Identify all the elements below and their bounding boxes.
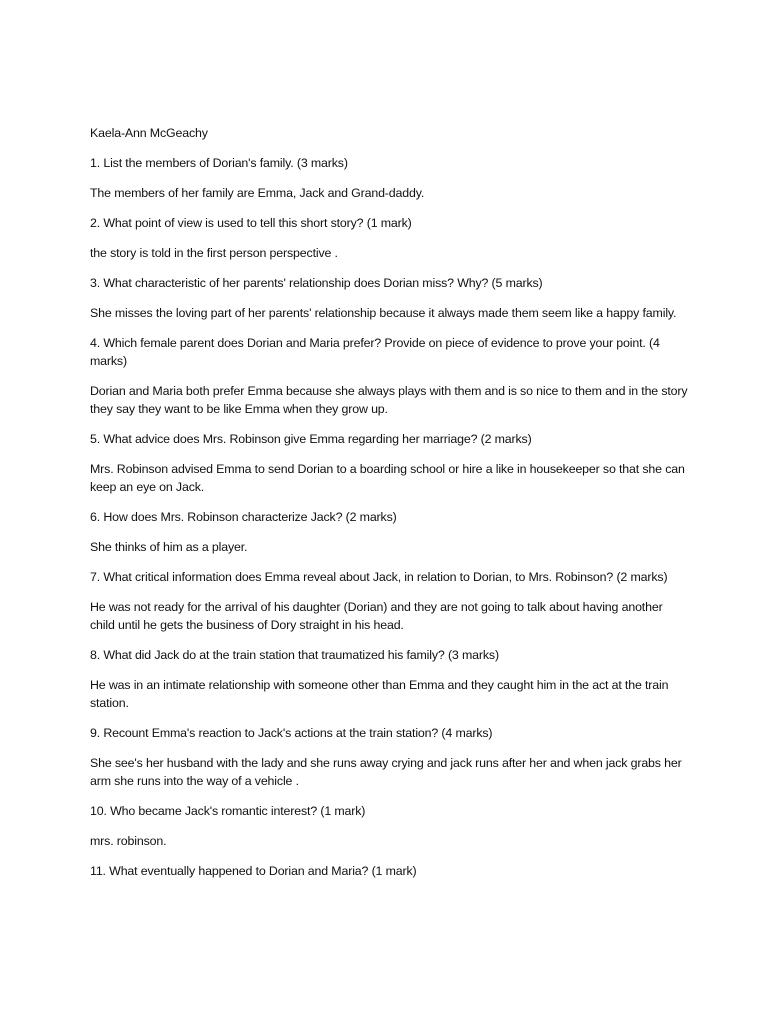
answer-8: He was in an intimate relationship with someone other than Emma and they caught him in the act at the train station. xyxy=(90,678,669,710)
author-name: Kaela-Ann McGeachy xyxy=(90,126,208,140)
question-11: 11. What eventually happened to Dorian and Maria? (1 mark) xyxy=(90,864,417,878)
question-10: 10. Who became Jack's romantic interest? (1 mark) xyxy=(90,804,366,818)
answer-9: She see's her husband with the lady and she runs away crying and jack runs after her and when jack grabs her arm she runs into the way of a vehicle . xyxy=(90,756,682,788)
answer-10: mrs. robinson. xyxy=(90,834,167,848)
question-3: 3. What characteristic of her parents' relationship does Dorian miss? Why? (5 marks) xyxy=(90,276,543,290)
question-9: 9. Recount Emma's reaction to Jack's actions at the train station? (4 marks) xyxy=(90,726,493,740)
answer-6: She thinks of him as a player. xyxy=(90,540,248,554)
answer-7: He was not ready for the arrival of his daughter (Dorian) and they are not going to talk about having another child until he gets the business of Dory straight in his head. xyxy=(90,600,663,632)
question-7: 7. What critical information does Emma reveal about Jack, in relation to Dorian, to Mrs. Robinson? (2 marks) xyxy=(90,570,668,584)
question-2: 2. What point of view is used to tell this short story? (1 mark) xyxy=(90,216,412,230)
document-content xyxy=(90,124,690,892)
question-8: 8. What did Jack do at the train station that traumatized his family? (3 marks) xyxy=(90,648,499,662)
answer-1: The members of her family are Emma, Jack and Grand-daddy. xyxy=(90,186,425,200)
answer-4: Dorian and Maria both prefer Emma because she always plays with them and is so nice to them and in the story they say they want to be like Emma when they grow up. xyxy=(90,384,688,416)
question-1: 1. List the members of Dorian's family. (3 marks) xyxy=(90,156,348,170)
answer-3: She misses the loving part of her parents' relationship because it always made them seem like a happy family. xyxy=(90,306,677,320)
question-5: 5. What advice does Mrs. Robinson give Emma regarding her marriage? (2 marks) xyxy=(90,432,532,446)
answer-5: Mrs. Robinson advised Emma to send Dorian to a boarding school or hire a like in housekeeper so that she can keep an eye on Jack. xyxy=(90,462,685,494)
answer-2: the story is told in the first person perspective . xyxy=(90,246,338,260)
question-6: 6. How does Mrs. Robinson characterize Jack? (2 marks) xyxy=(90,510,397,524)
question-4: 4. Which female parent does Dorian and Maria prefer? Provide on piece of evidence to prove your point. (4 marks) xyxy=(90,336,660,368)
